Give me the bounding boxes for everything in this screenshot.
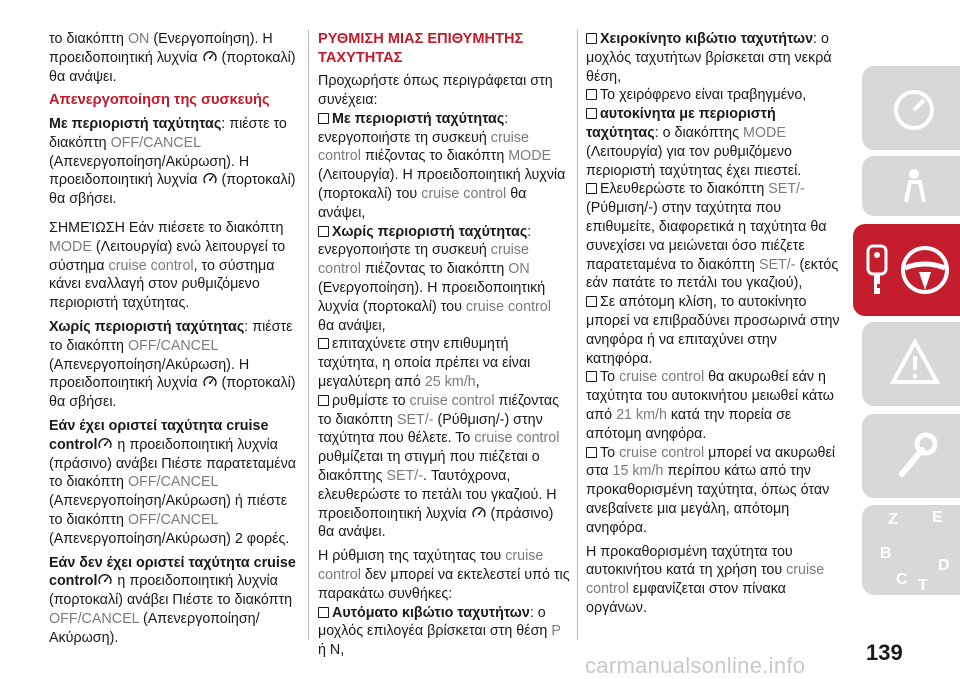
cruise-control-warning-icon	[98, 438, 112, 450]
list-item: Το χειρόφρενο είναι τραβηγμένο,	[586, 86, 840, 105]
paragraph: Χωρίς περιοριστή ταχύτητας: πιέστε το διακόπτη OFF/CANCEL (Απενεργοποίηση/Ακύρωση). Η προειδοποιητική λυχνία (πορτοκαλί) θα σβήσει.	[49, 318, 296, 411]
list-item: Χωρίς περιοριστή ταχύτητας: ενεργοποιήστε τη συσκευή cruise control πιέζοντας το διακόπτη ON (Ενεργοποίηση). Η προειδοποιητική λυχνία (πορτοκαλί) του cruise control θα ανάψει,	[318, 223, 551, 334]
steering-wheel-icon	[899, 244, 951, 296]
bullet-box-icon	[586, 296, 597, 307]
cruise-control-warning-icon	[98, 574, 112, 586]
cruise-control-warning-icon	[203, 51, 217, 63]
index-letter: C	[896, 571, 908, 588]
bullet-box-icon	[586, 89, 597, 100]
text-column-1	[49, 30, 301, 653]
list-item: επιταχύνετε στην επιθυμητή ταχύτητα, η οποία πρέπει να είναι μεγαλύτερη από 25 km/h,	[318, 336, 531, 390]
list-item: Σε απότομη κλίση, το αυτοκίνητο μπορεί να επιβραδύνει προσωρινά στην ανηφόρα ή να επιταχύνει στην κατηφόρα.	[586, 294, 840, 367]
bullet-box-icon	[586, 108, 597, 119]
index-letter: B	[880, 545, 892, 562]
index-letter: E	[932, 509, 943, 526]
text-column-2	[318, 30, 570, 660]
note-paragraph: ΣΗΜΕΊΩΣΗ Εάν πιέσετε το διακόπτη MODE (Λειτουργία) ενώ λειτουργεί το σύστημα cruise control, το σύστημα κάνει εναλλαγή στον ρυθμιζόμενο περιοριστή ταχύτητας.	[49, 219, 286, 312]
bullet-box-icon	[586, 371, 597, 382]
dashboard-icon	[890, 84, 938, 132]
bullet-box-icon	[586, 33, 597, 44]
paragraph: Με περιοριστή ταχύτητας: πιέστε το διακόπτη OFF/CANCEL (Απενεργοποίηση/Ακύρωση). Η προειδοποιητική λυχνία (πορτοκαλί) θα σβήσει.	[49, 115, 296, 208]
paragraph: Η προκαθορισμένη ταχύτητα του αυτοκινήτου κατά τη χρήση του cruise control εμφανίζεται στον πίνακα οργάνων.	[586, 543, 825, 616]
chapter-tab-warning[interactable]	[862, 322, 960, 406]
list-item: Αυτόματο κιβώτιο ταχυτήτων: ο μοχλός επιλογέα βρίσκεται στη θέση P ή N,	[318, 604, 561, 659]
paragraph: Εάν έχει οριστεί ταχύτητα cruise control η προειδοποιητική λυχνία (πράσινο) ανάβει Πιέστε παρατεταμένα το διακόπτη OFF/CANCEL (Απενεργοποίηση/Ακύρωση) ή πιέστε το διακόπτη OFF/CANCEL (Απενεργοποίηση/Ακύρωση) 2 φορές.	[49, 417, 297, 547]
column-divider	[577, 30, 578, 640]
chapter-tab-safety[interactable]	[862, 156, 960, 216]
paragraph: Προχωρήστε όπως περιγράφεται στη συνέχεια:	[318, 73, 553, 108]
wrench-icon	[892, 430, 940, 480]
car-key-icon	[865, 244, 889, 298]
list-item: Με περιοριστή ταχύτητας: ενεργοποιήστε τη συσκευή cruise control πιέζοντας το διακόπτη MODE (Λειτουργία). Η προειδοποιητική λυχνία (πορτοκαλί) του cruise control θα ανάψει,	[318, 110, 566, 221]
chapter-tab-index[interactable]	[862, 505, 960, 595]
chapter-tab-dashboard[interactable]	[862, 66, 960, 150]
paragraph: Η ρύθμιση της ταχύτητας του cruise control δεν μπορεί να εκτελεστεί υπό τις παρακάτω συνθήκες:	[318, 548, 570, 602]
list-item: Το cruise control μπορεί να ακυρωθεί στα 15 km/h περίπου κάτω από την προκαθορισμένη ταχύτητα, όπως όταν ανεβαίνετε μια μεγάλη, απότομη ανηφόρα.	[586, 444, 836, 536]
list-item: αυτοκίνητα με περιοριστή ταχύτητας: ο διακόπτης MODE (Λειτουργία) για τον ρυθμιζόμενο περιοριστή ταχύτητας έχει πιεστεί.	[586, 106, 802, 179]
page-number: 139	[866, 640, 903, 665]
bullet-box-icon	[318, 607, 329, 618]
bullet-box-icon	[318, 226, 329, 237]
bullet-box-icon	[586, 447, 597, 458]
bullet-box-icon	[318, 395, 329, 406]
index-letter: D	[938, 557, 950, 574]
safety-icon	[894, 166, 934, 206]
watermark: carmanualsonline.info	[585, 653, 806, 678]
bullet-box-icon	[318, 113, 329, 124]
bullet-box-icon	[318, 338, 329, 349]
list-item: ρυθμίστε το cruise control πιέζοντας το διακόπτη SET/- (Ρύθμιση/-) στην ταχύτητα που θέλετε. Το cruise control ρυθμίζεται τη στιγμή που πιέζεται ο διακόπτης SET/-. Ταυτόχρονα, ελευθερώστε το πετάλι του γκαζιού. Η προειδοποιητική λυχνία (πράσινο) θα ανάψει.	[318, 392, 560, 541]
index-letter: T	[918, 577, 928, 594]
section-heading: Απενεργοποίηση της συσκευής	[49, 92, 270, 109]
index-letter: Z	[888, 511, 898, 528]
text-column-3	[586, 30, 840, 623]
section-heading: ΡΥΘΜΙΣΗ ΜΙΑΣ ΕΠΙΘΥΜΗΤΗΣ ΤΑΧΥΤΗΤΑΣ	[318, 31, 524, 66]
list-item: Χειροκίνητο κιβώτιο ταχυτήτων: ο μοχλός ταχυτήτων βρίσκεται στη νεκρά θέση,	[586, 31, 832, 85]
cruise-control-warning-icon	[472, 507, 486, 519]
cruise-control-warning-icon	[203, 173, 217, 185]
paragraph: το διακόπτη ON (Ενεργοποίηση). Η προειδοποιητική λυχνία (πορτοκαλί) θα ανάψει.	[49, 31, 296, 85]
chapter-tab-driving[interactable]	[853, 224, 960, 316]
column-divider	[308, 30, 309, 640]
list-item: Το cruise control θα ακυρωθεί εάν η ταχύτητα του αυτοκινήτου μειωθεί κάτω από 21 km/h κατά την πορεία σε απότομη ανηφόρα.	[586, 369, 834, 442]
paragraph: Εάν δεν έχει οριστεί ταχύτητα cruise control η προειδοποιητική λυχνία (πορτοκαλί) ανάβει Πιέστε το διακόπτη OFF/CANCEL (Απενεργοποίηση/Ακύρωση).	[49, 554, 296, 646]
bullet-box-icon	[586, 183, 597, 194]
cruise-control-warning-icon	[203, 376, 217, 388]
list-item: Ελευθερώστε το διακόπτη SET/- (Ρύθμιση/-) στην ταχύτητα που επιθυμείτε, διαφορετικά η ταχύτητα θα συνεχίσει να μειώνεται όσο πιέζετε παρατεταμένα το διακόπτη SET/- (εκτός εάν πατάτε το πετάλι του γκαζιού),	[586, 181, 839, 292]
warning-triangle-icon	[890, 338, 940, 388]
chapter-tab-maintenance[interactable]	[862, 414, 960, 498]
